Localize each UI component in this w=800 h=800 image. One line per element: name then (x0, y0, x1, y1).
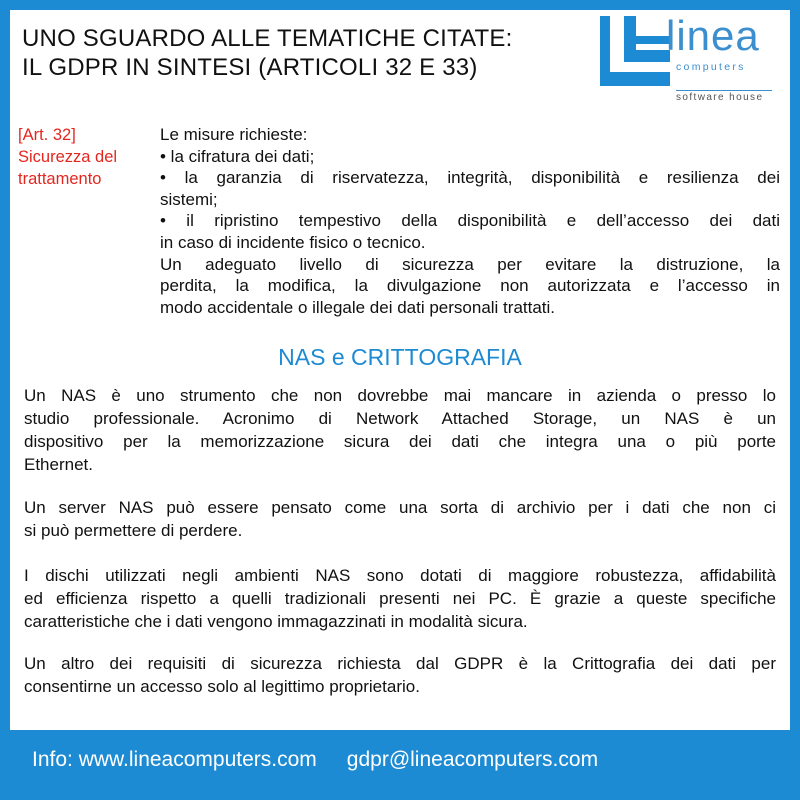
logo-sub: computers (676, 61, 746, 73)
measures-text-3: modo accidentale o illegale dei dati personali trattati. (160, 297, 556, 317)
measure-bullet-1: • la cifratura dei dati; (160, 146, 315, 166)
paragraph-line: Un server NAS può essere pensato come una sorta di archivio per i dati che non ci (24, 498, 776, 517)
title-line-1: UNO SGUARDO ALLE TEMATICHE CITATE: (22, 25, 513, 52)
article-number: [Art. 32] (18, 126, 76, 144)
paragraph-line: Un NAS è uno strumento che non dovrebbe mai mancare in azienda o presso lo (24, 386, 776, 405)
measure-bullet-2-cont: sistemi; (160, 189, 218, 209)
linea-computers-logo (600, 12, 780, 106)
required-measures (160, 124, 780, 318)
paragraph-3 (24, 564, 776, 633)
logo-divider (676, 90, 772, 91)
logo-word: linea (666, 12, 760, 59)
paragraph-4 (24, 652, 776, 698)
paragraph-line: Ethernet. (24, 455, 93, 474)
paragraph-line: Un altro dei requisiti di sicurezza richiesta dal GDPR è la Crittografia dei dati per (24, 654, 776, 673)
logo-tagline: software house (676, 92, 764, 103)
paragraph-line: studio professionale. Acronimo di Network Attached Storage, un NAS è un (24, 409, 776, 428)
paragraph-line: caratteristiche che i dati vengono immagazzinati in modalità sicura. (24, 612, 528, 631)
website-link[interactable]: Info: www.lineacomputers.com (32, 748, 317, 771)
paragraph-line: si può permettere di perdere. (24, 521, 243, 540)
paragraph-1 (24, 384, 776, 476)
measure-bullet-3-cont: in caso di incidente fisico o tecnico. (160, 232, 426, 252)
page-title (22, 24, 582, 82)
measures-text-1: Un adeguato livello di sicurezza per evitare la distruzione, la (160, 254, 780, 274)
paragraph-line: consentirne un accesso solo al legittimo proprietario. (24, 677, 420, 696)
title-line-2: IL GDPR IN SINTESI (ARTICOLI 32 E 33) (22, 54, 478, 81)
paragraph-2 (24, 496, 776, 542)
measure-bullet-3: • il ripristino tempestivo della disponibilità e dell’accesso dei dati (160, 211, 780, 231)
paragraph-line: ed efficienza rispetto a quelli tradizionali presenti nei PC. È grazie a queste specifiche (24, 589, 776, 608)
logo-mark-icon (600, 16, 670, 86)
paragraph-line: I dischi utilizzati negli ambienti NAS sono dotati di maggiore robustezza, affidabilità (24, 566, 776, 585)
footer-contacts (32, 748, 772, 772)
article-name-line-1: Sicurezza del (18, 148, 118, 166)
measures-intro: Le misure richieste: (160, 125, 308, 144)
section-title: NAS e CRITTOGRAFIA (278, 344, 522, 370)
measure-bullet-2: • la garanzia di riservatezza, integrità, disponibilità e resilienza dei (160, 168, 780, 188)
email-link[interactable]: gdpr@lineacomputers.com (346, 748, 599, 771)
article-label (18, 124, 158, 190)
measures-text-2: perdita, la modifica, la divulgazione non autorizzata e l’accesso in (160, 276, 780, 296)
article-name-line-2: trattamento (18, 170, 102, 188)
paragraph-line: dispositivo per la memorizzazione sicura dei dati che integra una o più porte (24, 432, 776, 451)
